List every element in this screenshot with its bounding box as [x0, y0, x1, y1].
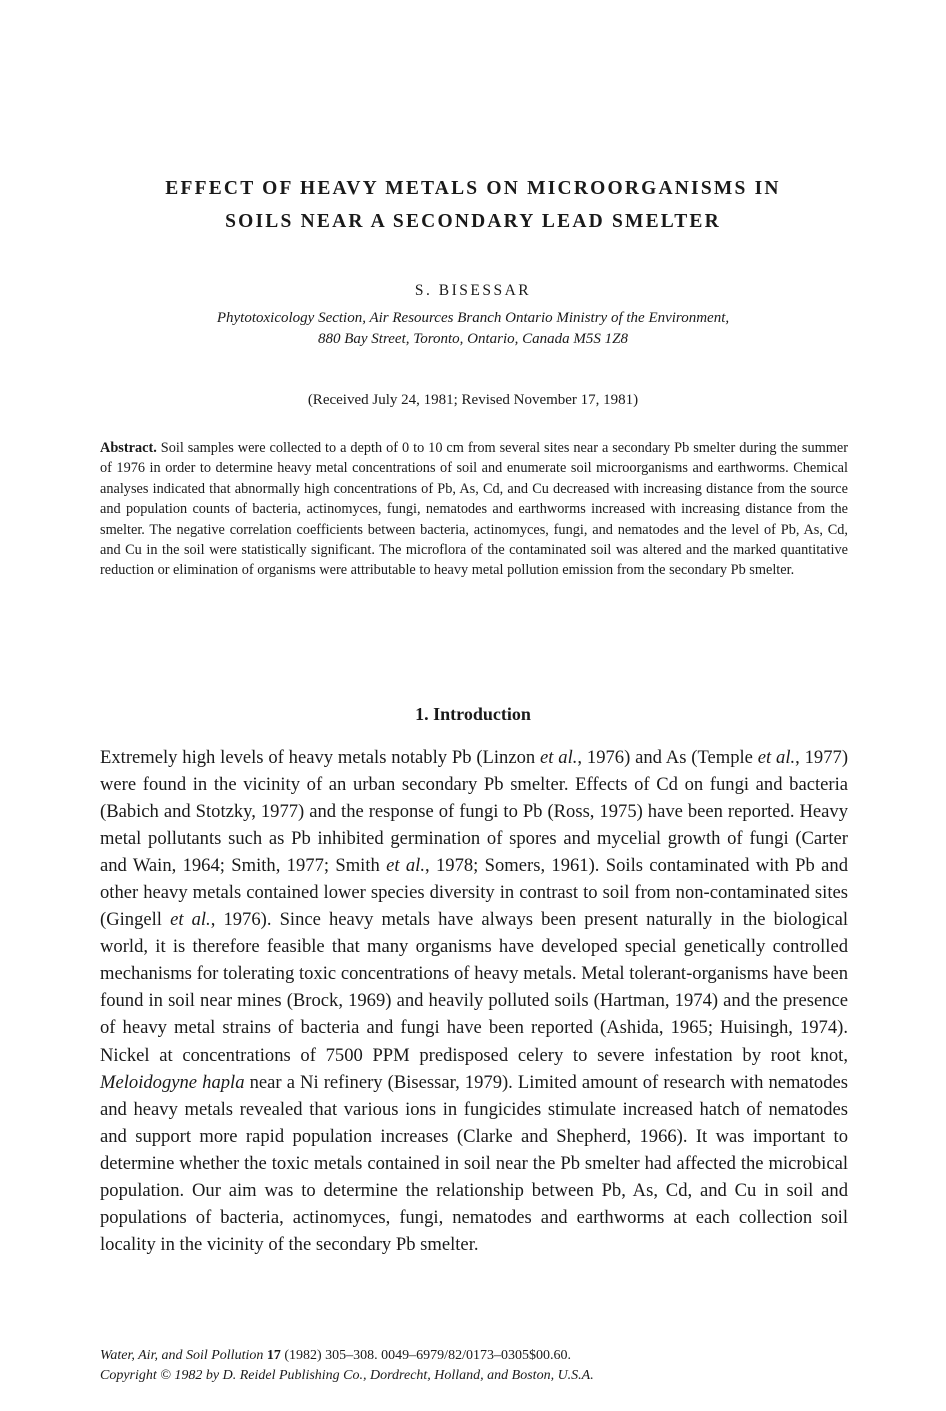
abstract-label: Abstract. [100, 440, 157, 456]
intro-italic-4: et al. [170, 909, 211, 931]
journal-name: Water, Air, and Soil Pollution [100, 1348, 264, 1363]
intro-text-1: Extremely high levels of heavy metals notably Pb (Linzon [100, 747, 541, 768]
intro-text-3: , 1977) were found in the vicinity of an urban secondary Pb smelter. Effects of Cd on fungi and bacteria (Babich and Stotzky, 1977) and the response of fungi to Pb (Ross, 1975) have been reported. Heavy metal pollutants such as Pb inhibited germination of spores and mycelial growth of fungi (Carter and Wain, 1964; Smith, 1977; Smith [100, 747, 849, 877]
intro-text-6: near a Ni refinery (Bisessar, 1979). Limited amount of research with nematodes and heavy metals revealed that various ions in fungicides stimulate increased hatch of nematodes and support more rapid population increases (Clarke and Shepherd, 1966). It was important to determine whether the toxic metals contained in soil near the Pb smelter had affected the microbical population. Our aim was to determine the relationship between Pb, As, Cd, and Cu in soil and populations of bacteria, actinomyces, fungi, nematodes and earthworms at each collection soil locality in the vicinity of the secondary Pb smelter. [100, 1071, 848, 1255]
affiliation-line-1: Phytotoxicology Section, Air Resources Branch Ontario Ministry of the Environment, [216, 310, 730, 326]
abstract-text: Soil samples were collected to a depth of 0 to 10 cm from several sites near a secondary Pb smelter during the summer of 1976 in order to determine heavy metal concentrations of soil and enumerate soil microorganisms and earthworms. Chemical analyses indicated that abnormally high concentrations of Pb, As, Cd, and Cu decreased with increasing distance from the source and population counts of bacteria, actinomyces, fungi, nematodes and earthworms increased with increasing distance from the smelter. The negative correlation coefficients between bacteria, actinomyces, fungi, and nematodes and the level of Pb, As, Cd, and Cu in the soil were statistically significant. The microflora of the contaminated soil was altered and the marked quantitative reduction or elimination of organisms were attributable to heavy metal pollution emission from the secondary Pb smelter. [100, 440, 848, 579]
copyright-line: Copyright © 1982 by D. Reidel Publishing Co., Dordrecht, Holland, and Boston, U.S.A. [100, 1368, 594, 1383]
journal-volume: 17 [266, 1348, 281, 1363]
citation-details: (1982) 305–308. 0049–6979/82/0173–0305$00.60. [280, 1348, 571, 1363]
title-line-2: SOILS NEAR A SECONDARY LEAD SMELTER [225, 211, 721, 232]
intro-italic-3: et al. [386, 855, 425, 877]
intro-italic-1: et al. [540, 747, 578, 768]
page-footer [100, 1346, 848, 1386]
received-dates: (Received July 24, 1981; Revised November 17, 1981) [307, 392, 639, 408]
intro-italic-2: et al. [757, 747, 796, 768]
paper-title [0, 172, 946, 238]
intro-text-4: , 1978; Somers, 1961). Soils contaminated with Pb and other heavy metals contained lower species diversity in contrast to soil from non-contaminated sites (Gingell [100, 855, 848, 931]
affiliation-line-2: 880 Bay Street, Toronto, Ontario, Canada M5S 1Z8 [317, 331, 628, 347]
section-heading-introduction: 1. Introduction [415, 704, 531, 724]
intro-text-5: , 1976). Since heavy metals have always been present naturally in the biological world, it is therefore feasible that many organisms have developed special genetically controlled mechanisms for tolerating toxic concentrations of heavy metals. Metal tolerant-organisms have been found in soil near mines (Brock, 1969) and heavily polluted soils (Hartman, 1974) and the presence of heavy metal strains of bacteria and fungi have been reported (Ashida, 1965; Huisingh, 1974). Nickel at concentrations of 7500 PPM predisposed celery to severe infestation by root knot, [100, 909, 848, 1066]
abstract [100, 438, 848, 581]
intro-text-2: , 1976) and As (Temple [577, 747, 758, 768]
title-line-1: EFFECT OF HEAVY METALS ON MICROORGANISMS IN [165, 178, 781, 199]
intro-species-name: Meloidogyne hapla [100, 1071, 245, 1093]
citation-line [100, 1346, 848, 1366]
introduction-paragraph [100, 744, 848, 1258]
author-affiliation [0, 308, 946, 350]
author-name: S. BISESSAR [414, 282, 532, 299]
